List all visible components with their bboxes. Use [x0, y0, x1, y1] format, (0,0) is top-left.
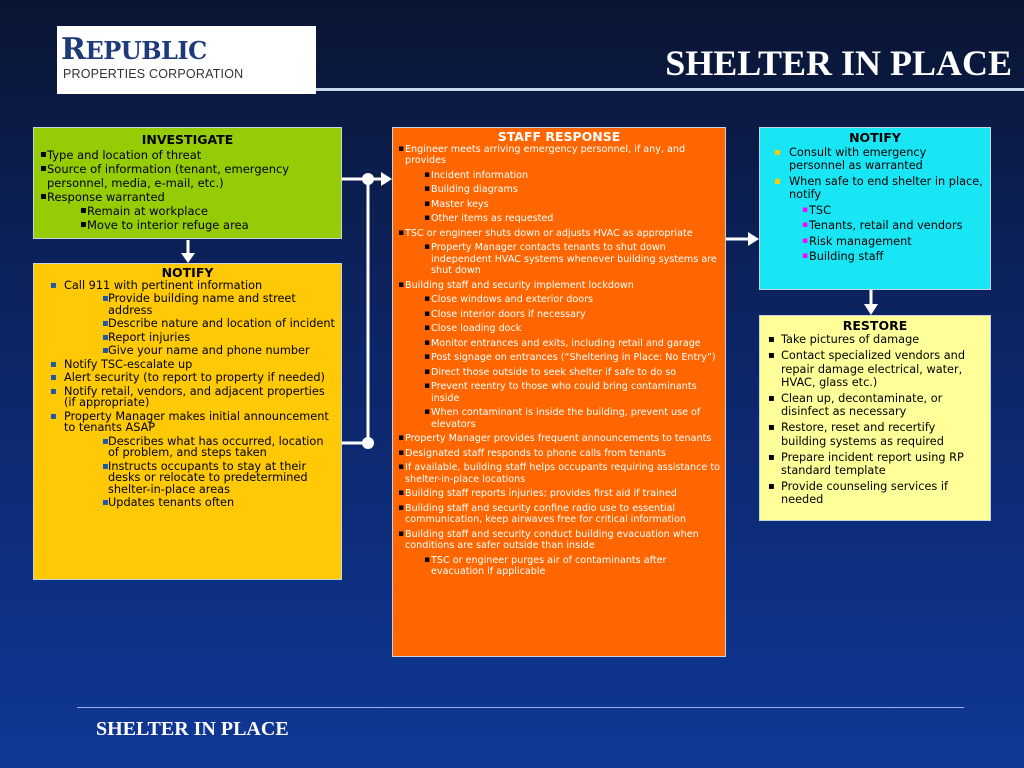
list-item: ▪ Notify TSC-escalate up — [40, 359, 335, 371]
staff-response-title: STAFF RESPONSE — [497, 129, 621, 144]
list-item: ▪ Clean up, decontaminate, or disinfect as necessary — [766, 392, 984, 418]
list-item: ▪ Close loading dock — [397, 323, 721, 335]
list-item: ▪ Building staff and security confine radio use to essential communication, keep airwaves free for critical information — [397, 503, 721, 526]
list-item: ▪ Take pictures of damage — [766, 333, 984, 346]
list-item: ▪ Building staff — [766, 250, 984, 264]
investigate-title: INVESTIGATE — [141, 132, 234, 147]
list-item: ▪ Notify retail, vendors, and adjacent properties (if appropriate) — [40, 386, 335, 409]
arrow-notify-to-restore — [864, 290, 878, 315]
list-item: ▪ When safe to end shelter in place, notify — [766, 175, 984, 202]
list-item: ▪ TSC or engineer purges air of contaminants after evacuation if applicable — [397, 555, 721, 578]
list-item: ▪ Risk management — [766, 235, 984, 249]
list-item: ▪ Building diagrams — [397, 184, 721, 196]
list-item: ▪ Property Manager makes initial announcement to tenants ASAP — [40, 411, 335, 434]
list-item: ▪ Post signage on entrances (“Sheltering in Place: No Entry”) — [397, 352, 721, 364]
list-item: ▪ Describes what has occurred, location of problem, and steps taken — [40, 436, 335, 459]
list-item: ▪ Report injuries — [40, 332, 335, 344]
footer-divider — [77, 707, 964, 708]
list-item: ▪ TSC or engineer shuts down or adjusts HVAC as appropriate — [397, 228, 721, 240]
list-item: ▪ Type and location of threat — [40, 148, 335, 162]
bracket-connector-to-staff — [342, 172, 392, 449]
list-item: ▪ Remain at workplace — [40, 204, 335, 218]
list-item: ▪ Source of information (tenant, emergency personnel, media, e-mail, etc.) — [40, 162, 335, 190]
list-item: ▪ Designated staff responds to phone calls from tenants — [397, 448, 721, 460]
list-item: ▪ If available, building staff helps occupants requiring assistance to shelter-in-place locations — [397, 462, 721, 485]
list-item: ▪ Incident information — [397, 170, 721, 182]
connector-node — [362, 437, 374, 449]
list-item: ▪ Alert security (to report to property if needed) — [40, 372, 335, 384]
list-item: ▪ Contact specialized vendors and repair damage electrical, water, HVAC, glass etc.) — [766, 349, 984, 389]
list-item: ▪ Building staff and security conduct building evacuation when conditions are safer outside than inside — [397, 529, 721, 552]
arrow-staff-to-notify — [726, 232, 759, 246]
list-item: ▪ Property Manager provides frequent announcements to tenants — [397, 433, 721, 445]
list-item: ▪ Provide building name and street address — [40, 293, 335, 316]
list-item: ▪ Close interior doors if necessary — [397, 309, 721, 321]
list-item: ▪ Provide counseling services if needed — [766, 480, 984, 506]
list-item: ▪ Close windows and exterior doors — [397, 294, 721, 306]
list-item: ▪ Move to interior refuge area — [40, 218, 335, 232]
notify-right-title: NOTIFY — [849, 130, 901, 145]
list-item: ▪ Describe nature and location of incident — [40, 318, 335, 330]
list-item: ▪ Master keys — [397, 199, 721, 211]
list-item: ▪ Prevent reentry to those who could bring contaminants inside — [397, 381, 721, 404]
restore-title: RESTORE — [842, 318, 908, 333]
arrow-investigate-to-notify — [181, 240, 195, 263]
list-item: ▪ Instructs occupants to stay at their desks or relocate to predetermined shelter-in-place areas — [40, 461, 335, 496]
list-item: ▪ Restore, reset and recertify building systems as required — [766, 421, 984, 447]
list-item: ▪ Direct those outside to seek shelter if safe to do so — [397, 367, 721, 379]
list-item: ▪ Updates tenants often — [40, 497, 335, 509]
list-item: ▪ Tenants, retail and vendors — [766, 219, 984, 233]
list-item: ▪ When contaminant is inside the building, prevent use of elevators — [397, 407, 721, 430]
list-item: ▪ Consult with emergency personnel as warranted — [766, 146, 984, 173]
notify-left-title: NOTIFY — [161, 265, 214, 280]
list-item: ▪ TSC — [766, 204, 984, 218]
list-item: ▪ Building staff reports injuries; provides first aid if trained — [397, 488, 721, 500]
list-item: ▪ Call 911 with pertinent information — [40, 280, 335, 292]
list-item: ▪ Property Manager contacts tenants to shut down independent HVAC systems whenever building systems are shut down — [397, 242, 721, 277]
list-item: ▪ Give your name and phone number — [40, 345, 335, 357]
list-item: ▪ Prepare incident report using RP standard template — [766, 451, 984, 477]
footer-title: SHELTER IN PLACE — [96, 718, 289, 740]
slide-title: SHELTER IN PLACE — [665, 43, 1012, 83]
logo-wordmark: REPUBLIC — [61, 32, 207, 67]
list-item: ▪ Response warranted — [40, 190, 335, 204]
list-item: ▪ Other items as requested — [397, 213, 721, 225]
list-item: ▪ Building staff and security implement lockdown — [397, 280, 721, 292]
list-item: ▪ Monitor entrances and exits, including retail and garage — [397, 338, 721, 350]
list-item: ▪ Engineer meets arriving emergency personnel, if any, and provides — [397, 144, 721, 167]
logo-subtitle: PROPERTIES CORPORATION — [63, 67, 244, 81]
